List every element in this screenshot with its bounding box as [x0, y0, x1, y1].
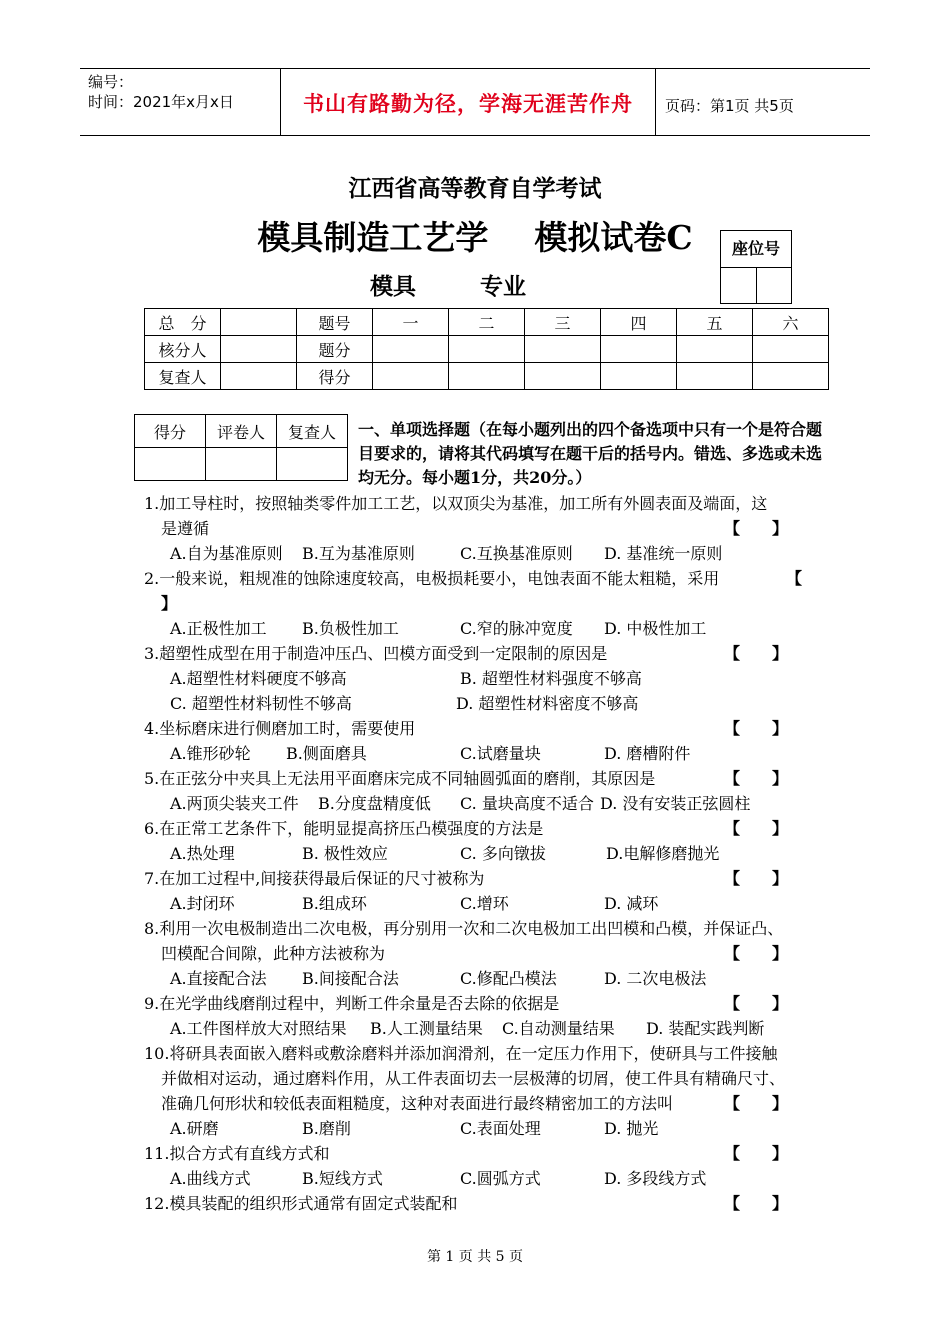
option-a: A.研磨 [170, 1119, 219, 1138]
question-text: 4.坐标磨床进行侧磨加工时，需要使用 [144, 719, 416, 738]
option-b: B. 超塑性材料强度不够高 [460, 669, 642, 688]
score-cell [601, 363, 677, 390]
option-b: B.侧面磨具 [286, 744, 367, 763]
option-c: C. 多向镦拔 [460, 844, 546, 863]
score-cell [525, 336, 601, 363]
score-cell: 三 [525, 309, 601, 336]
option-b: B.分度盘精度低 [318, 794, 431, 813]
score-cell [221, 309, 297, 336]
answer-bracket: 【 】 [724, 1144, 789, 1163]
score-cell [753, 336, 829, 363]
option-a: A.热处理 [170, 844, 235, 863]
option-d: D. 二次电极法 [604, 969, 707, 988]
score-cell: 四 [601, 309, 677, 336]
option-b: B.磨削 [302, 1119, 351, 1138]
option-d: D. 中极性加工 [604, 619, 707, 638]
score-cell [221, 363, 297, 390]
option-a: A.正极性加工 [170, 619, 267, 638]
seat-number-box [720, 230, 792, 304]
score-cell: 得分 [297, 363, 373, 390]
score-cell [525, 363, 601, 390]
score-cell: 一 [373, 309, 449, 336]
score-cell [677, 363, 753, 390]
question-text: 2.一般来说，粗规准的蚀除速度较高，电极损耗要小，电蚀表面不能太粗糙，采用 [144, 569, 720, 588]
exam-authority-title: 江西省高等教育自学考试 [348, 175, 602, 202]
answer-bracket: 【 】 [724, 994, 789, 1013]
score-cell: 核分人 [145, 336, 221, 363]
option-c: C. 超塑性材料韧性不够高 [170, 694, 352, 713]
header-top-rule [80, 68, 870, 69]
option-d: D. 基准统一原则 [604, 544, 723, 563]
score-cell: 复查人 [145, 363, 221, 390]
score-cell: 五 [677, 309, 753, 336]
option-a: A.曲线方式 [170, 1169, 251, 1188]
answer-bracket-open: 【 [786, 569, 803, 588]
score-cell [373, 363, 449, 390]
option-c: C. 量块高度不适合 [460, 794, 594, 813]
option-b: B.组成环 [302, 894, 367, 913]
question-text: 凹模配合间隙，此种方法被称为 [161, 944, 386, 963]
question-text: 3.超塑性成型在用于制造冲压凸、凹模方面受到一定限制的原因是 [144, 644, 608, 663]
doc-time-label: 时间：2021年x月x日 [88, 93, 234, 111]
question-text: 并做相对运动，通过磨料作用，从工件表面切去一层极薄的切屑，使工件具有精确尺寸、 [161, 1069, 786, 1088]
option-a: A.直接配合法 [170, 969, 267, 988]
option-c: C.修配凸模法 [460, 969, 557, 988]
seat-number-label: 座位号 [721, 231, 791, 268]
score-row-total [145, 309, 829, 336]
answer-bracket: 【 】 [724, 769, 789, 788]
score-cell [601, 336, 677, 363]
option-c: C.试磨量块 [460, 744, 541, 763]
option-c: C.增环 [460, 894, 509, 913]
option-a: A.封闭环 [170, 894, 235, 913]
grader-table [134, 414, 348, 481]
score-cell: 总 分 [145, 309, 221, 336]
option-c: C.圆弧方式 [460, 1169, 541, 1188]
option-d: D. 装配实践判断 [646, 1019, 765, 1038]
answer-bracket: 【 】 [724, 719, 789, 738]
score-cell: 二 [449, 309, 525, 336]
header-motto: 书山有路勤为径，学海无涯苦作舟 [303, 91, 633, 116]
option-d: D. 减环 [604, 894, 659, 913]
score-table [144, 308, 829, 390]
question-text: 6.在正常工艺条件下，能明显提高挤压凸模强度的方法是 [144, 819, 544, 838]
question-text: 5.在正弦分中夹具上无法用平面磨床完成不同轴圆弧面的磨削，其原因是 [144, 769, 656, 788]
option-b: B. 极性效应 [302, 844, 388, 863]
option-c: C.互换基准原则 [460, 544, 573, 563]
question-text: 11.拟合方式有直线方式和 [144, 1144, 330, 1163]
answer-bracket: 【 】 [724, 819, 789, 838]
grader-header: 复查人 [277, 415, 348, 448]
score-cell: 六 [753, 309, 829, 336]
option-d: D. 抛光 [604, 1119, 659, 1138]
header-bottom-rule [80, 135, 870, 136]
option-d: D.电解修磨抛光 [606, 844, 720, 863]
option-c: C.表面处理 [460, 1119, 541, 1138]
option-a: A.自为基准原则 [170, 544, 283, 563]
option-b: B.短线方式 [302, 1169, 383, 1188]
grader-cell [277, 448, 348, 481]
answer-bracket: 【 】 [724, 1094, 789, 1113]
score-row-reviewer [145, 363, 829, 390]
score-cell [449, 336, 525, 363]
question-text: 10.将研具表面嵌入磨料或敷涂磨料并添加润滑剂，在一定压力作用下，使研具与工件接触 [144, 1044, 778, 1063]
option-a: A.工件图样放大对照结果 [170, 1019, 347, 1038]
option-a: A.两顶尖装夹工件 [170, 794, 299, 813]
score-cell [753, 363, 829, 390]
header-divider-right [655, 68, 656, 135]
question-text: 7.在加工过程中,间接获得最后保证的尺寸被称为 [144, 869, 485, 888]
answer-bracket: 【 】 [724, 519, 789, 538]
answer-bracket-close: 】 [161, 594, 178, 613]
option-d: D. 磨槽附件 [604, 744, 691, 763]
grader-header: 得分 [135, 415, 206, 448]
option-a: A.超塑性材料硬度不够高 [170, 669, 347, 688]
score-cell [677, 336, 753, 363]
question-text: 9.在光学曲线磨削过程中，判断工件余量是否去除的依据是 [144, 994, 560, 1013]
question-text: 1.加工导柱时，按照轴类零件加工工艺，以双顶尖为基准，加工所有外圆表面及端面，这 [144, 494, 768, 513]
grader-cell [206, 448, 277, 481]
score-cell [449, 363, 525, 390]
question-text: 准确几何形状和较低表面粗糙度，这种对表面进行最终精密加工的方法叫 [161, 1094, 674, 1113]
grader-cell [135, 448, 206, 481]
option-c: C.窄的脉冲宽度 [460, 619, 573, 638]
option-b: B.间接配合法 [302, 969, 399, 988]
option-d: D. 没有安装正弦圆柱 [600, 794, 751, 813]
option-a: A.锥形砂轮 [170, 744, 251, 763]
option-b: B.负极性加工 [302, 619, 399, 638]
score-cell [221, 336, 297, 363]
option-b: B.互为基准原则 [302, 544, 415, 563]
question-text: 是遵循 [161, 519, 210, 538]
score-cell: 题分 [297, 336, 373, 363]
exam-major-title: 模具 专业 [370, 273, 527, 300]
header-page-info: 页码：第1页 共5页 [665, 97, 794, 115]
answer-bracket: 【 】 [724, 1194, 789, 1213]
score-cell: 题号 [297, 309, 373, 336]
answer-bracket: 【 】 [724, 944, 789, 963]
grader-header: 评卷人 [206, 415, 277, 448]
seat-number-divider [756, 267, 757, 303]
section-instructions: 一、单项选择题（在每小题列出的四个备选项中只有一个是符合题目要求的，请将其代码填写在题干后的括号内。错选、多选或未选均无分。每小题1分，共20分。） [358, 420, 823, 487]
score-cell [373, 336, 449, 363]
header-divider-left [280, 68, 281, 135]
score-row-checker [145, 336, 829, 363]
question-text: 8.利用一次电极制造出二次电极，再分别用一次和二次电极加工出凹模和凸模，并保证凸、 [144, 919, 784, 938]
doc-number-label: 编号： [88, 73, 134, 91]
option-b: B.人工测量结果 [370, 1019, 483, 1038]
exam-paper-title: 模具制造工艺学 模拟试卷C [257, 218, 693, 257]
option-c: C.自动测量结果 [502, 1019, 615, 1038]
page-footer: 第 1 页 共 5 页 [426, 1249, 524, 1265]
answer-bracket: 【 】 [724, 644, 789, 663]
answer-bracket: 【 】 [724, 869, 789, 888]
question-text: 12.模具装配的组织形式通常有固定式装配和 [144, 1194, 458, 1213]
option-d: D. 多段线方式 [604, 1169, 707, 1188]
option-d: D. 超塑性材料密度不够高 [456, 694, 639, 713]
